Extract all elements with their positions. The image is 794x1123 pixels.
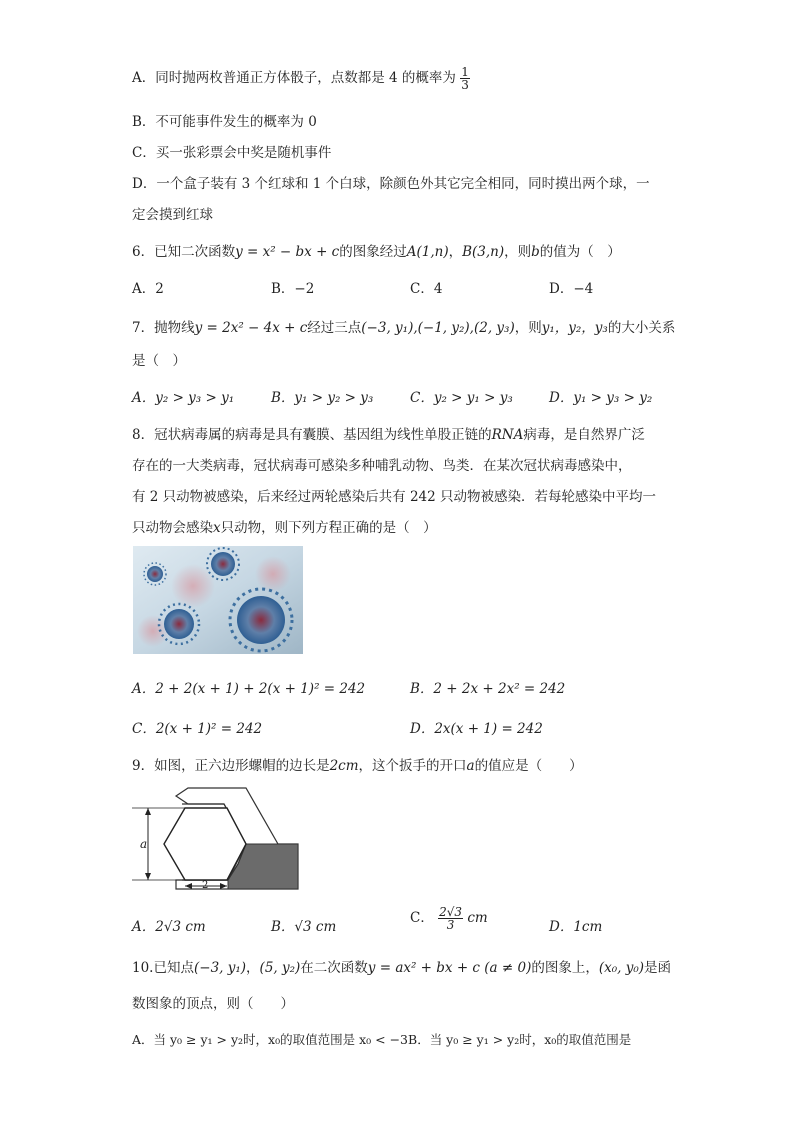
q10-option-a[interactable]: A．当 y₀ ≥ y₁ > y₂时，x₀的取值范围是 x₀ < −3 — [132, 1032, 409, 1047]
q7-option-a[interactable]: A．y₂ > y₃ > y₁ — [132, 390, 235, 406]
q8-stem-1: 8．冠状病毒属的病毒是具有囊膜、基因组为线性单股正链的RNA病毒，是自然界广泛 — [132, 427, 645, 443]
q9-option-c[interactable]: C． $\frac{2√3}{3}$ cm — [410, 905, 488, 932]
q8-option-b[interactable]: B．2 + 2x + 2x² = 242 — [410, 681, 566, 697]
q7-option-b[interactable]: B．y₁ > y₂ > y₃ — [271, 390, 374, 406]
q7-stem-cont: 是（ ） — [132, 353, 186, 369]
q9-option-d[interactable]: D．1cm — [549, 919, 603, 935]
q8-stem-2: 存在的一大类病毒，冠状病毒可感染多种哺乳动物、鸟类．在某次冠状病毒感染中， — [132, 458, 632, 474]
q5-option-d[interactable]: D．一个盒子装有 3 个红球和 1 个白球，除颜色外其它完全相同，同时摸出两个球，一 — [132, 176, 650, 192]
q8-stem-3: 有 2 只动物被感染，后来经过两轮感染后共有 242 只动物被感染．若每轮感染中平均一 — [132, 489, 657, 505]
q9-option-c-fraction: $\frac{2√3}{3}$ — [439, 905, 463, 932]
q8-stem-4: 只动物会感染x只动物，则下列方程正确的是（ ） — [132, 520, 437, 536]
q10-option-b[interactable]: B．当 y₀ ≥ y₁ > y₂时，x₀的取值范围是 — [408, 1032, 632, 1047]
q5-option-a[interactable]: A．同时抛两枚普通正方体骰子，点数都是 4 的概率为 $\frac{1}{3}$ — [132, 65, 469, 92]
q7-stem: 7．抛物线y = 2x² − 4x + c经过三点(−3, y₁),(−1, y₂),(2, y₃)，则y₁，y₂，y₃的大小关系 — [132, 320, 676, 336]
q6-stem: 6．已知二次函数y = x² − bx + c的图象经过A(1,n)，B(3,n)，则b的值为（ ） — [132, 244, 621, 260]
q7-option-d[interactable]: D．y₁ > y₃ > y₂ — [549, 390, 653, 406]
q10-stem-1: 10.已知点(−3, y₁)，(5, y₂)在二次函数y = ax² + bx + c (a ≠ 0)的图象上，(x₀, y₀)是函 — [132, 960, 672, 976]
q6-option-b[interactable]: B．−2 — [271, 281, 315, 297]
q6-option-a[interactable]: A．2 — [132, 281, 164, 297]
q7-option-c[interactable]: C．y₂ > y₁ > y₃ — [410, 390, 513, 406]
q5-option-b[interactable]: B．不可能事件发生的概率为 0 — [132, 114, 317, 130]
q8-option-c[interactable]: C．2(x + 1)² = 242 — [132, 721, 263, 737]
q9-option-a[interactable]: A．2√3 cm — [132, 919, 206, 935]
q6-option-d[interactable]: D．−4 — [549, 281, 594, 297]
q9-stem: 9．如图，正六边形螺帽的边长是2cm，这个扳手的开口a的值应是（ ） — [132, 758, 583, 774]
label-2: 2 — [202, 880, 209, 891]
q10-stem-2: 数图象的顶点，则（ ） — [132, 996, 294, 1012]
q5-option-d-cont: 定会摸到红球 — [132, 207, 213, 223]
q8-option-d[interactable]: D．2x(x + 1) = 242 — [410, 721, 543, 737]
label-a: a — [140, 837, 148, 851]
q8-option-a[interactable]: A．2 + 2(x + 1) + 2(x + 1)² = 242 — [132, 681, 366, 697]
q6-option-c[interactable]: C．4 — [410, 281, 443, 297]
q10-options-ab — [132, 1030, 631, 1048]
q5-option-a-fraction: $\frac{1}{3}$ — [461, 65, 469, 92]
wrench-hexagon-figure — [128, 784, 328, 896]
virus-image — [133, 546, 303, 654]
q9-option-b[interactable]: B．√3 cm — [271, 919, 337, 935]
q5-option-c[interactable]: C．买一张彩票会中奖是随机事件 — [132, 145, 332, 161]
